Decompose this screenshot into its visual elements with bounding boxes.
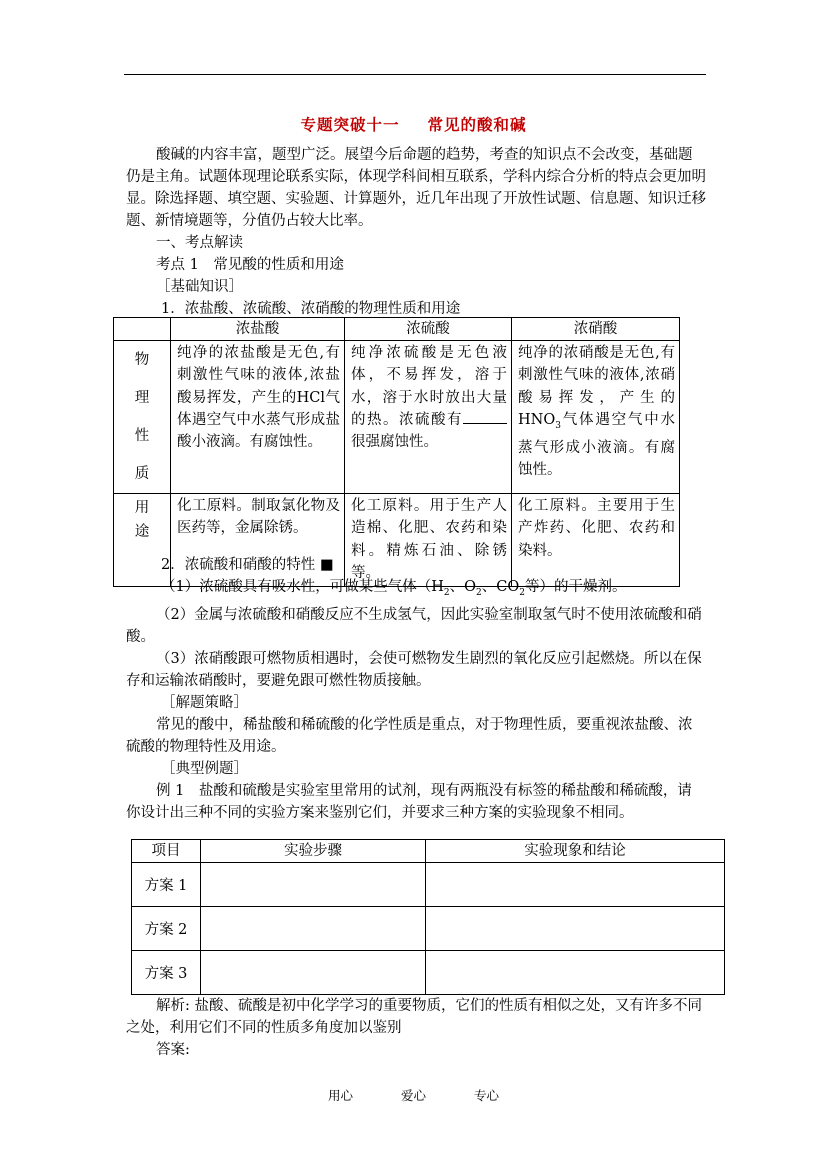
example-heading: ［典型例题］: [161, 760, 248, 777]
plan-label: 方案 3: [132, 951, 201, 995]
plan-steps-cell[interactable]: [201, 951, 426, 995]
cell-h2so4-use: 化工原料。用于生产人造棉、化肥、农药和染料。精炼石油、除锈等。: [345, 494, 512, 587]
page-title: [0, 113, 827, 135]
title-topic: 专题突破十一: [300, 115, 400, 134]
answer-label: 答案:: [156, 1042, 190, 1058]
table-row: [132, 951, 725, 995]
table-header-row: [114, 318, 680, 341]
cell-hno3-physical: 纯净的浓硝酸是无色,有刺激性气味的液体,浓硝酸易挥发，产生的$HNO_3$气体遇空气中水蒸气形成小液滴。有腐蚀性。: [512, 341, 680, 494]
property-3: （3）浓硝酸跟可燃物质相遇时，会使可燃物发生剧烈的氧化反应引起燃烧。所以在保存和运输浓硝酸时，要避免跟可燃性物质接触。: [126, 650, 702, 689]
plan-steps-cell[interactable]: [201, 907, 426, 951]
plan-results-cell[interactable]: [426, 951, 725, 995]
point-heading: 考点 1 常见酸的性质和用途: [156, 257, 344, 273]
cell-hno3-use: 化工原料。主要用于生产炸药、化肥、农药和染料。: [512, 494, 680, 587]
fill-blank[interactable]: [463, 409, 507, 424]
plan-steps-cell[interactable]: [201, 863, 426, 907]
intro-paragraph: 酸碱的内容丰富，题型广泛。展望今后命题的趋势，考查的知识点不会改变，基础题仍是主角。试题体现理论联系实际，体现学科间相互联系，学科内综合分析的特点会更加明显。除选择题、填空题、实验题、计算题外，近几年出现了开放性试题、信息题、知识迁移题、新情境题等，分值仍占较大比率。: [126, 147, 706, 229]
body-bottom: [126, 995, 706, 1061]
row-label-physical: 物 理 性 质: [114, 341, 171, 494]
strategy-heading: ［解题策略］: [161, 694, 248, 711]
footer-item: 专心: [473, 1088, 499, 1103]
col-header-steps: 实验步骤: [201, 840, 426, 863]
body-middle: [126, 554, 706, 824]
table-header-row: [132, 840, 725, 863]
item1-heading: 1．浓盐酸、浓硫酸、浓硝酸的物理性质和用途: [161, 301, 461, 317]
plan-results-cell[interactable]: [426, 863, 725, 907]
table-row: [114, 341, 680, 494]
section-heading: 一、考点解读: [156, 235, 243, 251]
table-header-h2so4: 浓硫酸: [345, 318, 512, 341]
cell-hcl-use: 化工原料。制取氯化物及医药等，金属除锈。: [171, 494, 345, 587]
property-2: （2）金属与浓硫酸和硝酸反应不生成氢气，因此实验室制取氢气时不使用浓硫酸和硝酸。: [126, 606, 702, 645]
header-rule: [124, 74, 706, 75]
plan-results-cell[interactable]: [426, 907, 725, 951]
page-footer: [0, 1086, 827, 1104]
item2-heading: 2．浓硫酸和硝酸的特性 ■: [161, 557, 334, 573]
body-top: [126, 144, 706, 320]
row-label-use: 用 途: [114, 494, 171, 587]
col-header-results: 实验现象和结论: [426, 840, 725, 863]
footer-item: 爱心: [400, 1088, 426, 1103]
example-1: 例 1 盐酸和硫酸是实验室里常用的试剂，现有两瓶没有标签的稀盐酸和稀硫酸，请你设计出三种不同的实验方案来鉴别它们，并要求三种方案的实验现象不相同。: [126, 782, 692, 821]
table-row: [132, 863, 725, 907]
table-header-blank: [114, 318, 171, 341]
acids-properties-table: [113, 317, 680, 587]
strategy-paragraph: 常见的酸中，稀盐酸和稀硫酸的化学性质是重点，对于物理性质，要重视浓盐酸、浓硫酸的物理特性及用途。: [126, 716, 693, 755]
footer-item: 用心: [327, 1088, 353, 1103]
col-header-item: 项目: [132, 840, 201, 863]
table-header-hno3: 浓硝酸: [512, 318, 680, 341]
basic-knowledge-heading: ［基础知识］: [156, 279, 243, 295]
experiment-table: [131, 839, 725, 995]
table-header-hcl: 浓盐酸: [171, 318, 345, 341]
plan-label: 方案 1: [132, 863, 201, 907]
cell-h2so4-physical: 纯净浓硫酸是无色液体，不易挥发，溶于水，溶于水时放出大量的热。浓硫酸有很强腐蚀性。: [345, 341, 512, 494]
plan-label: 方案 2: [132, 907, 201, 951]
title-subject: 常见的酸和碱: [427, 115, 527, 134]
property-1: （1）浓硫酸具有吸水性，可做某些气体（$H_2$、$O_2$、$CO_2$等）的干燥剂。: [161, 579, 627, 598]
cell-hcl-physical: 纯净的浓盐酸是无色,有刺激性气味的液体,浓盐酸易挥发，产生的HCl气体遇空气中水蒸气形成盐酸小液滴。有腐蚀性。: [171, 341, 345, 494]
table-row: [132, 907, 725, 951]
analysis-paragraph: 解析: 盐酸、硫酸是初中化学学习的重要物质，它们的性质有相似之处，又有许多不同之处，利用它们不同的性质多角度加以鉴别: [126, 998, 702, 1036]
